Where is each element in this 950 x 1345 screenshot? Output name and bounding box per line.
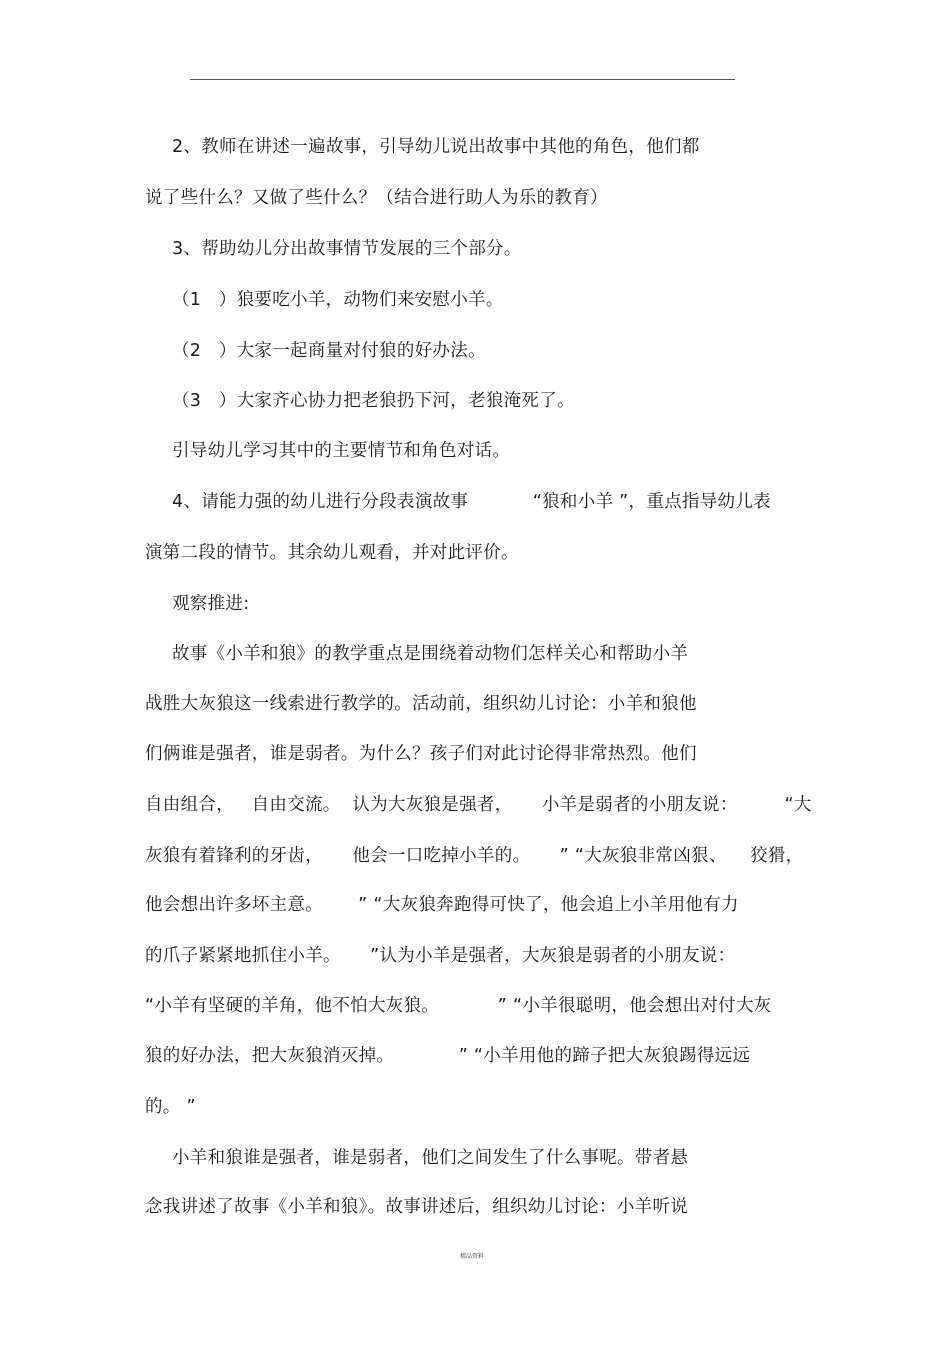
paragraph-line: 他会想出许多坏主意。 ” “大灰狼奔跑得可快了，他会追上小羊用他有力 bbox=[145, 895, 739, 915]
paragraph-line: 灰狼有着锋利的牙齿， 他会一口吃掉小羊的。 ” “大灰狼非常凶狠、 狡猾， bbox=[145, 846, 804, 866]
paragraph-line: 说了些什么？又做了些什么？（结合进行助人为乐的教育） bbox=[145, 188, 608, 208]
paragraph-line: 小羊和狼谁是强者，谁是弱者，他们之间发生了什么事呢。带者悬 bbox=[172, 1148, 689, 1168]
paragraph-line: 引导幼儿学习其中的主要情节和角色对话。 bbox=[172, 441, 511, 461]
section-heading: 观察推进: bbox=[172, 594, 250, 614]
page-footer: 精品资料 bbox=[460, 1253, 485, 1260]
paragraph-line: 故事《小羊和狼》的教学重点是围绕着动物们怎样关心和帮助小羊 bbox=[172, 644, 689, 664]
paragraph-line: 狼的好办法，把大灰狼消灭掉。 ” “小羊用他的蹄子把大灰狼踢得远远 bbox=[145, 1046, 751, 1066]
paragraph-line: 3、帮助幼儿分出故事情节发展的三个部分。 bbox=[172, 239, 522, 259]
paragraph-line: 的。 ” bbox=[145, 1097, 196, 1117]
header-rule bbox=[190, 79, 735, 80]
paragraph-line: 们俩谁是强者，谁是弱者。为什么？孩子们对此讨论得非常热烈。他们 bbox=[145, 744, 697, 764]
paragraph-line: 的爪子紧紧地抓住小羊。 ”认为小羊是强者，大灰狼是弱者的小朋友说： bbox=[145, 946, 736, 966]
paragraph-line: 念我讲述了故事《小羊和狼》。故事讲述后，组织幼儿讨论：小羊听说 bbox=[145, 1197, 689, 1217]
list-item: （3 ）大家齐心协力把老狼扔下河，老狼淹死了。 bbox=[172, 391, 575, 411]
paragraph-line: “小羊有坚硬的羊角，他不怕大灰狼。 ” “小羊很聪明，他会想出对付大灰 bbox=[145, 996, 772, 1016]
list-item: （1 ）狼要吃小羊，动物们来安慰小羊。 bbox=[172, 290, 504, 310]
paragraph-line: 2、教师在讲述一遍故事，引导幼儿说出故事中其他的角色，他们都 bbox=[172, 137, 700, 157]
paragraph-line: 4、请能力强的幼儿进行分段表演故事 “狼和小羊 ”，重点指导幼儿表 bbox=[172, 492, 771, 512]
paragraph-line: 演第二段的情节。其余幼儿观看，并对此评价。 bbox=[145, 543, 519, 563]
paragraph-line: 战胜大灰狼这一线索进行教学的。活动前，组织幼儿讨论：小羊和狼他 bbox=[145, 694, 697, 714]
list-item: （2 ）大家一起商量对付狼的好办法。 bbox=[172, 341, 486, 361]
paragraph-line: 自由组合， 自由交流。 认为大灰狼是强者， 小羊是弱者的小朋友说： “大 bbox=[145, 795, 812, 815]
